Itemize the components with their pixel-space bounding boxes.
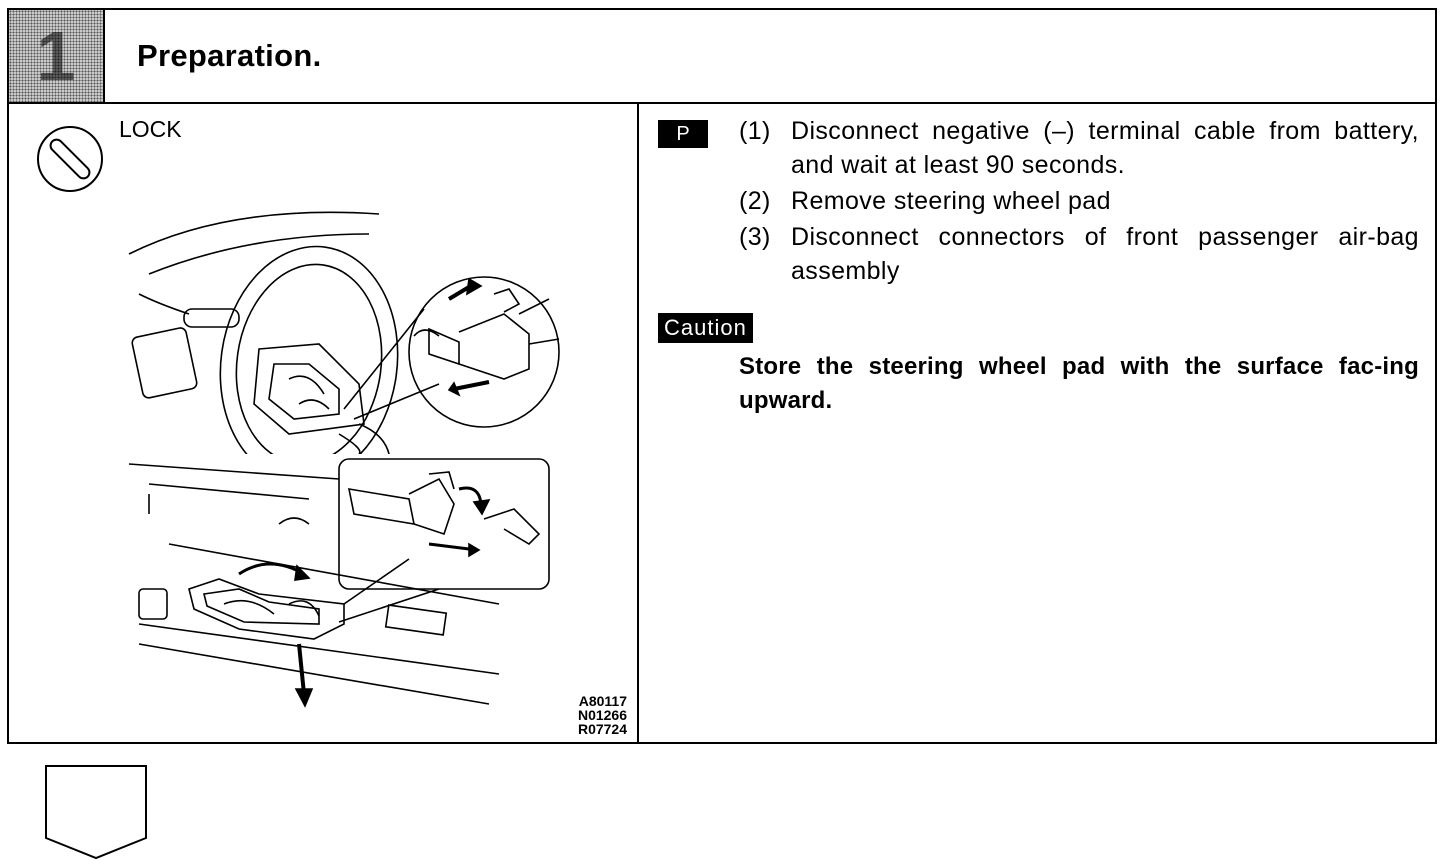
passenger-airbag-illustration bbox=[109, 444, 579, 714]
caution-text: Store the steering wheel pad with the surface fac-ing upward. bbox=[739, 353, 1419, 414]
list-item bbox=[739, 184, 1419, 218]
header bbox=[9, 10, 1435, 104]
steering-wheel-illustration bbox=[109, 164, 579, 454]
step-text: Disconnect negative (–) terminal cable from battery, and wait at least 90 seconds. bbox=[791, 117, 1419, 179]
instructions-panel bbox=[639, 104, 1435, 742]
lock-label: LOCK bbox=[119, 116, 182, 142]
step-list bbox=[739, 114, 1419, 290]
caution-badge: Caution bbox=[658, 313, 753, 343]
illustration-panel bbox=[9, 104, 639, 742]
figure-code: N01266 bbox=[577, 707, 627, 723]
content-body bbox=[9, 104, 1435, 742]
procedure-badge: P bbox=[658, 120, 708, 148]
step-number: 1 bbox=[36, 17, 76, 95]
figure-code: A80117 bbox=[578, 693, 627, 709]
figure-codes bbox=[578, 694, 627, 736]
procedure-frame bbox=[7, 8, 1437, 744]
page-title: Preparation. bbox=[137, 38, 322, 73]
step-text: Remove steering wheel pad bbox=[791, 187, 1111, 215]
page-tab-shape bbox=[44, 764, 148, 860]
step-number-box bbox=[9, 10, 105, 102]
step-index: (1) bbox=[739, 117, 771, 145]
step-index: (2) bbox=[739, 187, 771, 215]
ignition-lock-icon bbox=[35, 124, 105, 194]
step-index: (3) bbox=[739, 223, 771, 251]
step-text: Disconnect connectors of front passenger air-bag assembly bbox=[791, 223, 1419, 285]
list-item bbox=[739, 114, 1419, 182]
list-item bbox=[739, 220, 1419, 288]
figure-code: R07724 bbox=[577, 721, 627, 737]
